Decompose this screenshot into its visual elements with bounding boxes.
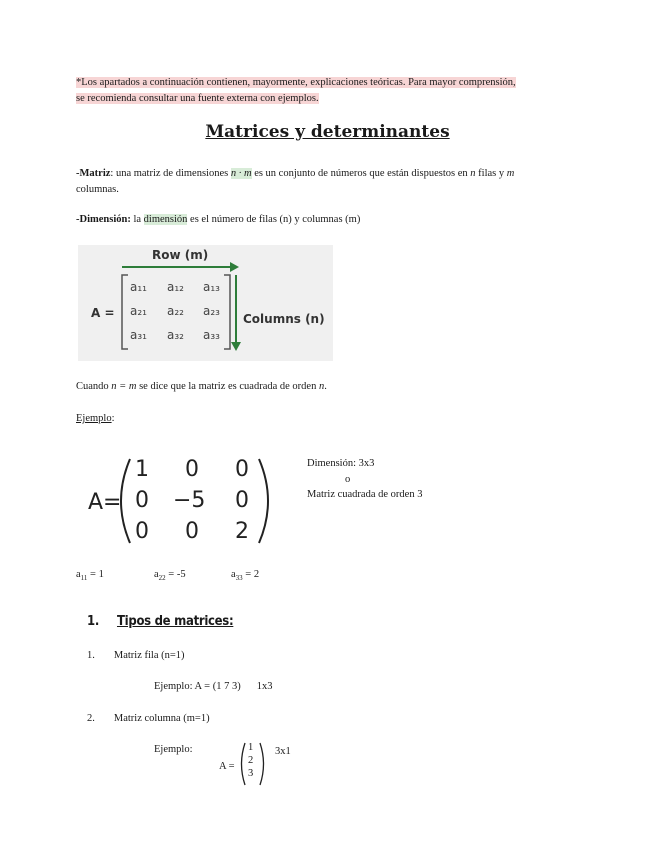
column-label: Columns (n) bbox=[243, 312, 325, 326]
m-r3c3: 2 bbox=[235, 519, 249, 544]
entry-a32: a₃₂ bbox=[167, 328, 184, 342]
section-title: Tipos de matrices: bbox=[116, 614, 234, 629]
entry-a22: a₂₂ bbox=[167, 304, 184, 318]
matriz-dim-math: n · m bbox=[230, 168, 252, 179]
m-r1c3: 0 bbox=[235, 457, 249, 482]
m-r2c1: 0 bbox=[135, 488, 149, 513]
fila-example-dim: 1x3 bbox=[256, 681, 273, 692]
fila-example-label: Ejemplo: A = (1 7 3) bbox=[154, 681, 241, 692]
note-line-1: *Los apartados a continuación contienen, mayormente, explicaciones teóricas. Para mayor comprensión, bbox=[76, 77, 516, 88]
square-math: n = m bbox=[111, 381, 137, 392]
column-value: 1 bbox=[248, 742, 254, 753]
m-r2c2: −5 bbox=[173, 488, 206, 513]
entry-a33: a₃₃ bbox=[203, 328, 220, 342]
columna-example-dim: 3x1 bbox=[275, 746, 291, 757]
list-item bbox=[87, 650, 185, 661]
entry-a21: a₂₁ bbox=[130, 304, 147, 318]
page-title: Matrices y determinantes bbox=[205, 122, 450, 142]
dimension-highlight: dimensión bbox=[143, 214, 188, 225]
element-a33: $a_{33} = 2$ bbox=[231, 569, 260, 583]
element-a11: $a_{11} = 1$ bbox=[76, 569, 104, 583]
entry-a31: a₃₁ bbox=[130, 328, 147, 342]
m-r2c3: 0 bbox=[235, 488, 249, 513]
section-number: 1. bbox=[87, 614, 99, 629]
matriz-term: -Matriz bbox=[76, 168, 111, 179]
m-r3c2: 0 bbox=[185, 519, 199, 544]
side-dimension: Dimensión: 3x3 bbox=[307, 458, 375, 469]
m-r1c2: 0 bbox=[185, 457, 199, 482]
dimension-term: -Dimensión: bbox=[76, 214, 131, 225]
entry-a11: a₁₁ bbox=[130, 280, 147, 294]
matriz-m: m bbox=[506, 168, 515, 179]
list-label: Matriz fila (n=1) bbox=[113, 650, 185, 661]
square-sentence bbox=[76, 379, 576, 395]
matrix-figure bbox=[78, 245, 333, 361]
square-n: n bbox=[318, 381, 325, 392]
column-value: 3 bbox=[248, 768, 254, 779]
list-number: 2. bbox=[87, 713, 95, 724]
figure-arrows bbox=[78, 245, 333, 361]
element-a22: $a_{22} = -5$ bbox=[154, 569, 186, 583]
example-heading bbox=[76, 411, 576, 427]
matriz-text-c: filas y bbox=[475, 168, 507, 179]
side-cuadrada: Matriz cuadrada de orden 3 bbox=[307, 489, 423, 500]
dimension-definition bbox=[76, 212, 576, 228]
intro-note bbox=[76, 75, 576, 107]
example-label: Ejemplo bbox=[76, 413, 112, 424]
list-number: 1. bbox=[87, 650, 95, 661]
fila-example bbox=[154, 681, 272, 692]
entry-a23: a₂₃ bbox=[203, 304, 220, 318]
columna-a: A = bbox=[219, 761, 235, 772]
m-r3c1: 0 bbox=[135, 519, 149, 544]
example-colon: : bbox=[111, 413, 115, 424]
columna-example-label: Ejemplo: bbox=[154, 744, 193, 755]
matriz-definition bbox=[76, 166, 576, 198]
column-value: 2 bbox=[248, 755, 254, 766]
matriz-n: n bbox=[470, 168, 476, 179]
list-label: Matriz columna (m=1) bbox=[113, 713, 210, 724]
dimension-text-b: es el número de filas (n) y columnas (m) bbox=[187, 214, 361, 225]
matriz-text-a: : una matriz de dimensiones bbox=[110, 168, 231, 179]
a-label: A = bbox=[91, 306, 115, 320]
dimension-text-a: la bbox=[130, 214, 144, 225]
note-line-2: se recomienda consultar una fuente externa con ejemplos. bbox=[76, 93, 319, 104]
row-label: Row (m) bbox=[152, 248, 209, 262]
section-heading bbox=[87, 614, 233, 629]
list-item bbox=[87, 713, 210, 724]
matrix-prefix: A= bbox=[88, 490, 122, 515]
entry-a13: a₁₃ bbox=[203, 280, 220, 294]
column-vector-parens bbox=[239, 740, 269, 788]
square-text-a: Cuando bbox=[76, 381, 112, 392]
m-r1c1: 1 bbox=[135, 457, 149, 482]
square-text-c: . bbox=[324, 381, 327, 392]
side-o: o bbox=[345, 474, 351, 485]
matriz-text-b: es un conjunto de números que están dispuestos en bbox=[251, 168, 471, 179]
entry-a12: a₁₂ bbox=[167, 280, 184, 294]
column-vector bbox=[248, 741, 253, 780]
square-text-b: se dice que la matriz es cuadrada de orden bbox=[136, 381, 319, 392]
matriz-text-d: columnas. bbox=[76, 184, 119, 195]
